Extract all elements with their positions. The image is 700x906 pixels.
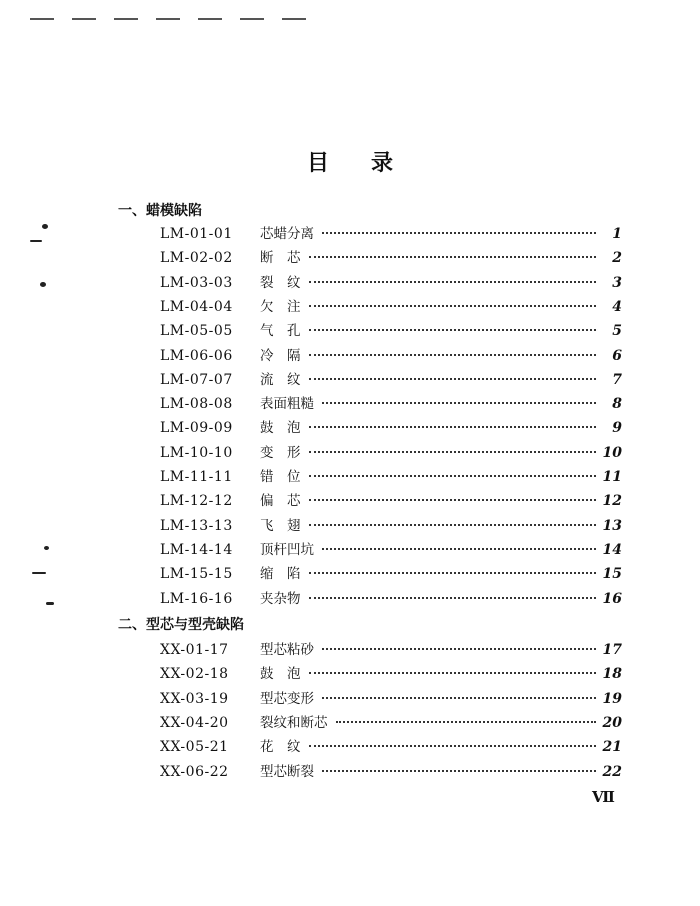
entry-title: 欠 注	[260, 298, 301, 315]
scan-speck	[44, 546, 49, 550]
toc-entry	[160, 246, 622, 270]
entry-title: 缩 陷	[260, 566, 301, 583]
toc-entry	[160, 441, 622, 465]
dot-leader	[322, 548, 596, 550]
dot-leader	[322, 697, 596, 699]
entry-code: LM-10-10	[160, 444, 233, 461]
toc-entry	[160, 687, 622, 711]
entry-code: LM-16-16	[160, 590, 233, 607]
dash	[114, 18, 138, 20]
dot-leader	[336, 721, 597, 723]
section-heading-core-shell-defects: 二、型芯与型壳缺陷	[118, 617, 244, 633]
dot-leader	[309, 475, 597, 477]
entry-title: 花 纹	[260, 739, 301, 756]
toc-entry	[160, 319, 622, 343]
scan-speck	[46, 602, 54, 605]
dot-leader	[309, 672, 597, 674]
dot-leader	[309, 524, 597, 526]
dot-leader	[309, 745, 597, 747]
toc-entry	[160, 562, 622, 586]
entry-title: 夹杂物	[260, 590, 301, 607]
toc-entry	[160, 368, 622, 392]
entry-page-number: 18	[602, 666, 622, 683]
entry-page-number: 13	[602, 517, 622, 534]
title-char-1: 目	[306, 151, 329, 176]
toc-entry	[160, 271, 622, 295]
entry-title: 裂 纹	[260, 274, 301, 291]
dot-leader	[309, 329, 597, 331]
dash	[72, 18, 96, 20]
entry-page-number: 10	[602, 444, 622, 461]
toc-entry	[160, 587, 622, 611]
entry-title: 芯蜡分离	[260, 226, 314, 242]
entry-title: 鼓 泡	[260, 666, 301, 683]
entry-page-number: 4	[612, 298, 622, 315]
header-dashes	[30, 18, 306, 20]
entry-page-number: 15	[602, 566, 622, 583]
entry-page-number: 19	[602, 690, 622, 707]
entry-page-number: 6	[612, 347, 622, 364]
page-title	[0, 146, 700, 177]
entry-code: LM-06-06	[160, 347, 233, 364]
entry-title: 型芯变形	[260, 690, 314, 707]
entry-code: LM-05-05	[160, 323, 233, 340]
entry-code: LM-08-08	[160, 396, 233, 413]
entry-title: 冷 隔	[260, 347, 301, 364]
entry-page-number: 3	[612, 274, 622, 291]
entry-page-number: 8	[612, 396, 622, 413]
dot-leader	[322, 232, 596, 234]
dot-leader	[309, 597, 597, 599]
dot-leader	[309, 572, 597, 574]
entry-title: 错 位	[260, 469, 301, 485]
toc-entry	[160, 735, 622, 759]
entry-title: 流 纹	[260, 371, 301, 388]
entry-code: LM-14-14	[160, 541, 233, 558]
scan-speck	[42, 224, 48, 229]
entry-code: LM-01-01	[160, 226, 233, 242]
entry-page-number: 14	[602, 541, 622, 558]
dot-leader	[309, 281, 597, 283]
scan-speck	[30, 240, 42, 242]
entry-page-number: 16	[602, 590, 622, 607]
page-number: Ⅶ	[592, 788, 615, 806]
entry-page-number: 11	[602, 469, 622, 485]
dot-leader	[309, 451, 597, 453]
entry-title: 气 孔	[260, 323, 301, 340]
toc-entry	[160, 489, 622, 513]
toc-entry	[160, 416, 622, 440]
dash	[240, 18, 264, 20]
dash	[282, 18, 306, 20]
dot-leader	[309, 378, 597, 380]
dot-leader	[309, 426, 597, 428]
entry-page-number: 7	[612, 371, 622, 388]
entry-code: LM-04-04	[160, 298, 233, 315]
toc-entry	[160, 295, 622, 319]
entry-title: 鼓 泡	[260, 420, 301, 437]
entry-code: LM-13-13	[160, 517, 233, 534]
entry-title: 裂纹和断芯	[260, 714, 328, 731]
entry-code: LM-09-09	[160, 420, 233, 437]
dot-leader	[309, 305, 597, 307]
entry-code: LM-11-11	[160, 469, 233, 485]
toc-entry	[160, 222, 622, 246]
dash	[156, 18, 180, 20]
entry-code: LM-15-15	[160, 566, 233, 583]
dash	[198, 18, 222, 20]
entry-title: 顶杆凹坑	[260, 541, 314, 558]
entry-code: LM-02-02	[160, 250, 233, 267]
entry-code: XX-05-21	[160, 739, 229, 756]
toc-entry	[160, 662, 622, 686]
entry-code: XX-06-22	[160, 763, 229, 780]
entry-code: XX-03-19	[160, 690, 229, 707]
toc-entry	[160, 538, 622, 562]
toc-entry	[160, 711, 622, 735]
entry-page-number: 1	[612, 226, 622, 242]
entry-code: XX-01-17	[160, 642, 229, 658]
entry-title: 型芯粘砂	[260, 642, 314, 658]
entry-page-number: 21	[602, 739, 622, 756]
dot-leader	[322, 402, 596, 404]
entry-title: 表面粗糙	[260, 396, 314, 413]
scan-speck	[32, 572, 46, 574]
entry-title: 型芯断裂	[260, 763, 314, 780]
entry-code: XX-04-20	[160, 714, 229, 731]
section-heading-wax-defects: 一、蜡模缺陷	[118, 203, 202, 219]
toc-entry	[160, 514, 622, 538]
toc-entry	[160, 465, 622, 489]
dot-leader	[309, 499, 597, 501]
entry-page-number: 12	[602, 493, 622, 510]
toc-entry	[160, 344, 622, 368]
entry-page-number: 5	[612, 323, 622, 340]
entry-code: LM-03-03	[160, 274, 233, 291]
entry-title: 飞 翅	[260, 517, 301, 534]
entry-title: 断 芯	[260, 250, 301, 267]
entry-page-number: 22	[602, 763, 622, 780]
toc-entry	[160, 638, 622, 662]
toc-entry	[160, 392, 622, 416]
entry-code: LM-12-12	[160, 493, 233, 510]
entry-code: XX-02-18	[160, 666, 229, 683]
dot-leader	[309, 354, 597, 356]
entry-code: LM-07-07	[160, 371, 233, 388]
dot-leader	[322, 648, 596, 650]
dot-leader	[309, 256, 597, 258]
title-char-2: 录	[371, 151, 394, 176]
toc-entry	[160, 760, 622, 784]
entry-page-number: 17	[602, 642, 622, 658]
entry-page-number: 20	[602, 714, 622, 731]
entry-page-number: 2	[612, 250, 622, 267]
entry-title: 偏 芯	[260, 493, 301, 510]
dot-leader	[322, 770, 596, 772]
scan-speck	[40, 282, 46, 287]
entry-title: 变 形	[260, 444, 301, 461]
dash	[30, 18, 54, 20]
entry-page-number: 9	[612, 420, 622, 437]
